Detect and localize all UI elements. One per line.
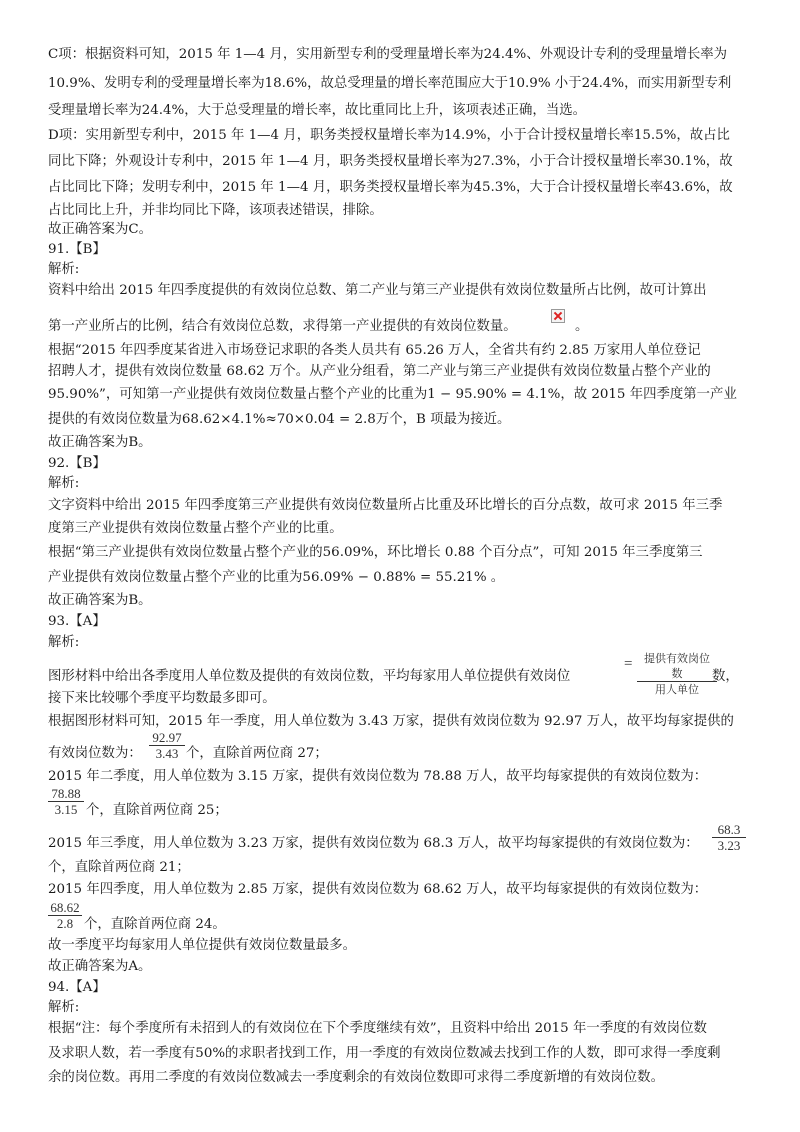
- text-line: 同比下降；外观设计专利中，2015 年 1—4 月，职务类授权量增长率为27.3%，小于合计授权量增长率30.1%，故: [48, 154, 733, 169]
- text-line: 。: [575, 319, 589, 334]
- question-number: 94.【A】: [48, 980, 106, 995]
- fraction-numerator: 提供有效岗位数: [637, 651, 717, 682]
- question-number: 91.【B】: [48, 242, 106, 257]
- text-line: 95.90%”，可知第一产业提供有效岗位数量占整个产业的比重为1 − 95.90% = 4.1%，故 2015 年四季度第一产业: [48, 387, 737, 402]
- fraction-numerator: 78.88: [48, 786, 84, 802]
- text-line: 2015 年四季度，用人单位数为 2.85 万家，提供有效岗位数为 68.62 万人，故平均每家提供的有效岗位数为：: [48, 882, 708, 897]
- text-line: 占比同比下降；发明专利中，2015 年 1—4 月，职务类授权量增长率为45.3%，大于合计授权量增长率43.6%，故: [48, 180, 733, 195]
- question-number: 92.【B】: [48, 456, 106, 471]
- fraction-numerator: 92.97: [149, 730, 185, 746]
- text-line: C项：根据资料可知，2015 年 1—4 月，实用新型专利的受理量增长率为24.4%、外观设计专利的受理量增长率为: [48, 47, 728, 62]
- fraction-numerator: 68.62: [48, 900, 82, 916]
- text-line: 占比同比上升，并非均同比下降，该项表述错误，排除。: [48, 203, 383, 218]
- text-line: 招聘人才，提供有效岗位数量 68.62 万个。从产业分组看，第二产业与第三产业提供有效岗位数量占整个产业的: [48, 364, 711, 379]
- text-line: 资料中给出 2015 年四季度提供的有效岗位总数、第二产业与第三产业提供有效岗位数量所占比例，故可计算出: [48, 283, 707, 298]
- analysis-label: 解析:: [48, 262, 80, 277]
- text-line: 第一产业所占的比例，结合有效岗位总数，求得第一产业提供的有效岗位数量。: [48, 319, 517, 334]
- text-line: 产业提供有效岗位数量占整个产业的比重为56.09% − 0.88% = 55.21% 。: [48, 570, 505, 585]
- answer-line: 故正确答案为B。: [48, 593, 152, 608]
- text-line: 余的岗位数。再用二季度的有效岗位数减去一季度剩余的有效岗位数即可求得二季度新增的有效岗位数。: [48, 1070, 664, 1085]
- fraction-q1: [149, 730, 185, 761]
- analysis-label: 解析:: [48, 1000, 80, 1015]
- text-line: 有效岗位数为：: [48, 746, 142, 761]
- text-line: 2015 年二季度，用人单位数为 3.15 万家，提供有效岗位数为 78.88 万人，故平均每家提供的有效岗位数为：: [48, 769, 708, 784]
- text-line: 接下来比较哪个季度平均数最多即可。: [48, 691, 276, 706]
- fraction-denominator: 3.15: [54, 802, 78, 817]
- text-line: 根据“第三产业提供有效岗位数量占整个产业的56.09%，环比增长 0.88 个百分点”，可知 2015 年三季度第三: [48, 545, 703, 560]
- text-line: D项：实用新型专利中，2015 年 1—4 月，职务类授权量增长率为14.9%，小于合计授权量增长率15.5%，故占比: [48, 128, 730, 143]
- text-line: 度第三产业提供有效岗位数量占整个产业的比重。: [48, 521, 343, 536]
- fraction-q3: [712, 822, 746, 853]
- question-number: 93.【A】: [48, 614, 106, 629]
- text-line: 根据“2015 年四季度某省进入市场登记求职的各类人员共有 65.26 万人，全省共有约 2.85 万家用人单位登记: [48, 343, 701, 358]
- text-line: 个，直除首两位商 21；: [48, 860, 190, 875]
- fraction-denominator: 3.23: [717, 838, 741, 853]
- text-line: 个，直除首两位商 27；: [186, 746, 328, 761]
- fraction-q2: [48, 786, 84, 817]
- text-line: 10.9%、发明专利的受理量增长率为18.6%，故总受理量的增长率范围应大于10.9% 小于24.4%，而实用新型专利: [48, 76, 732, 91]
- text-line: 个，直除首两位商 24。: [84, 917, 226, 932]
- analysis-label: 解析:: [48, 476, 80, 491]
- text-line: 文字资料中给出 2015 年四季度第三产业提供有效岗位数量所占比重及环比增长的百分点数，故可求 2015 年三季: [48, 498, 723, 513]
- fraction-denominator: 2.8: [56, 916, 74, 931]
- answer-line: 故正确答案为C。: [48, 222, 152, 237]
- text-line: 数，: [712, 669, 739, 684]
- text-line: 2015 年三季度，用人单位数为 3.23 万家，提供有效岗位数为 68.3 万人，故平均每家提供的有效岗位数为：: [48, 836, 699, 851]
- fraction-denominator: 用人单位: [655, 683, 699, 696]
- text-line: 根据图形材料可知，2015 年一季度，用人单位数为 3.43 万家，提供有效岗位数为 92.97 万人，故平均每家提供的: [48, 714, 734, 729]
- text-line: 故一季度平均每家用人单位提供有效岗位数量最多。: [48, 938, 356, 953]
- text-line: 提供的有效岗位数量为68.62×4.1%≈70×0.04 = 2.8万个，B 项最为接近。: [48, 412, 511, 427]
- text-line: 图形材料中给出各季度用人单位数及提供的有效岗位数，平均每家用人单位提供有效岗位: [48, 669, 571, 684]
- fraction-numerator: 68.3: [712, 822, 746, 838]
- analysis-label: 解析:: [48, 635, 80, 650]
- formula-fraction: [637, 651, 717, 697]
- text-line: 受理量增长率为24.4%，大于总受理量的增长率，故比重同比上升，该项表述正确，当选。: [48, 103, 586, 118]
- fraction-q4: [48, 900, 82, 931]
- text-line: 个，直除首两位商 25；: [86, 803, 228, 818]
- answer-line: 故正确答案为B。: [48, 435, 152, 450]
- fraction-denominator: 3.43: [155, 746, 179, 761]
- equals-sign: =: [624, 656, 633, 672]
- text-line: 根据“注：每个季度所有未招到人的有效岗位在下个季度继续有效”，且资料中给出 2015 年一季度的有效岗位数: [48, 1021, 707, 1036]
- broken-image-icon: [551, 309, 565, 323]
- answer-line: 故正确答案为A。: [48, 959, 152, 974]
- text-line: 及求职人数，若一季度有50%的求职者找到工作，用一季度的有效岗位数减去找到工作的人数，即可求得一季度剩: [48, 1046, 721, 1061]
